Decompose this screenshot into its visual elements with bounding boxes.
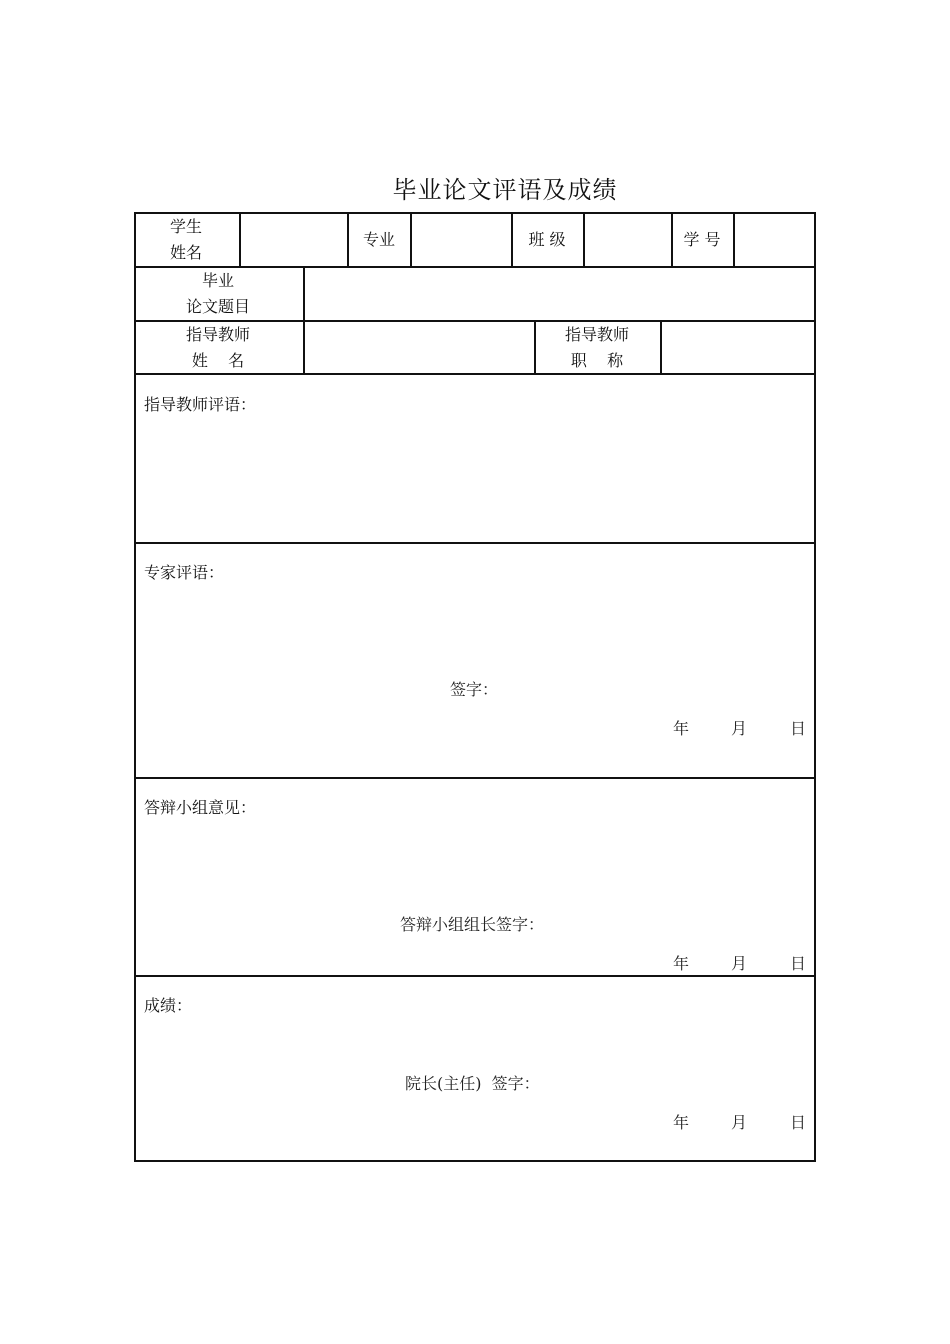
expert-date-day: 日 bbox=[790, 719, 807, 738]
advisor-title-field[interactable] bbox=[662, 322, 814, 373]
row-divider-4 bbox=[134, 542, 816, 544]
advisor-name-label: 指导教师 姓 名 bbox=[185, 325, 250, 370]
row-divider-5 bbox=[134, 777, 816, 779]
advisor-comments-area[interactable] bbox=[136, 420, 814, 540]
student-id-field[interactable] bbox=[735, 214, 814, 266]
defense-opinion-area[interactable] bbox=[136, 823, 814, 908]
major-label: 专业 bbox=[362, 230, 395, 249]
grade-area[interactable] bbox=[136, 1020, 814, 1070]
thesis-title-field[interactable] bbox=[305, 268, 814, 320]
defense-date-day: 日 bbox=[790, 954, 807, 973]
major-field[interactable] bbox=[412, 214, 511, 266]
grade-date-year: 年 bbox=[673, 1113, 690, 1132]
defense-date-month: 月 bbox=[731, 954, 748, 973]
form-title: 毕业论文评语及成绩 bbox=[392, 176, 618, 204]
dean-signature-label: 院长(主任) 签字： bbox=[405, 1074, 540, 1093]
advisor-name-field[interactable] bbox=[305, 322, 534, 373]
expert-date-year: 年 bbox=[673, 719, 690, 738]
expert-comments-area[interactable] bbox=[136, 588, 814, 678]
defense-date-year: 年 bbox=[673, 954, 690, 973]
student-name-field[interactable] bbox=[241, 214, 347, 266]
class-label: 班 级 bbox=[528, 230, 566, 249]
expert-comments-label: 专家评语： bbox=[144, 563, 225, 582]
defense-opinion-label: 答辩小组意见： bbox=[144, 798, 257, 817]
class-field[interactable] bbox=[585, 214, 671, 266]
expert-date-month: 月 bbox=[731, 719, 748, 738]
expert-signature-label: 签字： bbox=[450, 680, 499, 699]
student-id-label: 学 号 bbox=[683, 230, 721, 249]
advisor-comments-label: 指导教师评语： bbox=[144, 395, 257, 414]
grade-date-month: 月 bbox=[731, 1113, 748, 1132]
advisor-title-label: 指导教师 职 称 bbox=[564, 325, 629, 370]
student-name-label: 学生 姓名 bbox=[169, 217, 202, 262]
table-border-right bbox=[814, 212, 816, 1162]
table-border-bottom bbox=[134, 1160, 816, 1162]
grade-label: 成绩： bbox=[144, 996, 193, 1015]
row-divider-6 bbox=[134, 975, 816, 977]
defense-signature-label: 答辩小组组长签字： bbox=[400, 915, 545, 934]
grade-date-day: 日 bbox=[790, 1113, 807, 1132]
thesis-title-label: 毕业 论文题目 bbox=[185, 271, 250, 316]
